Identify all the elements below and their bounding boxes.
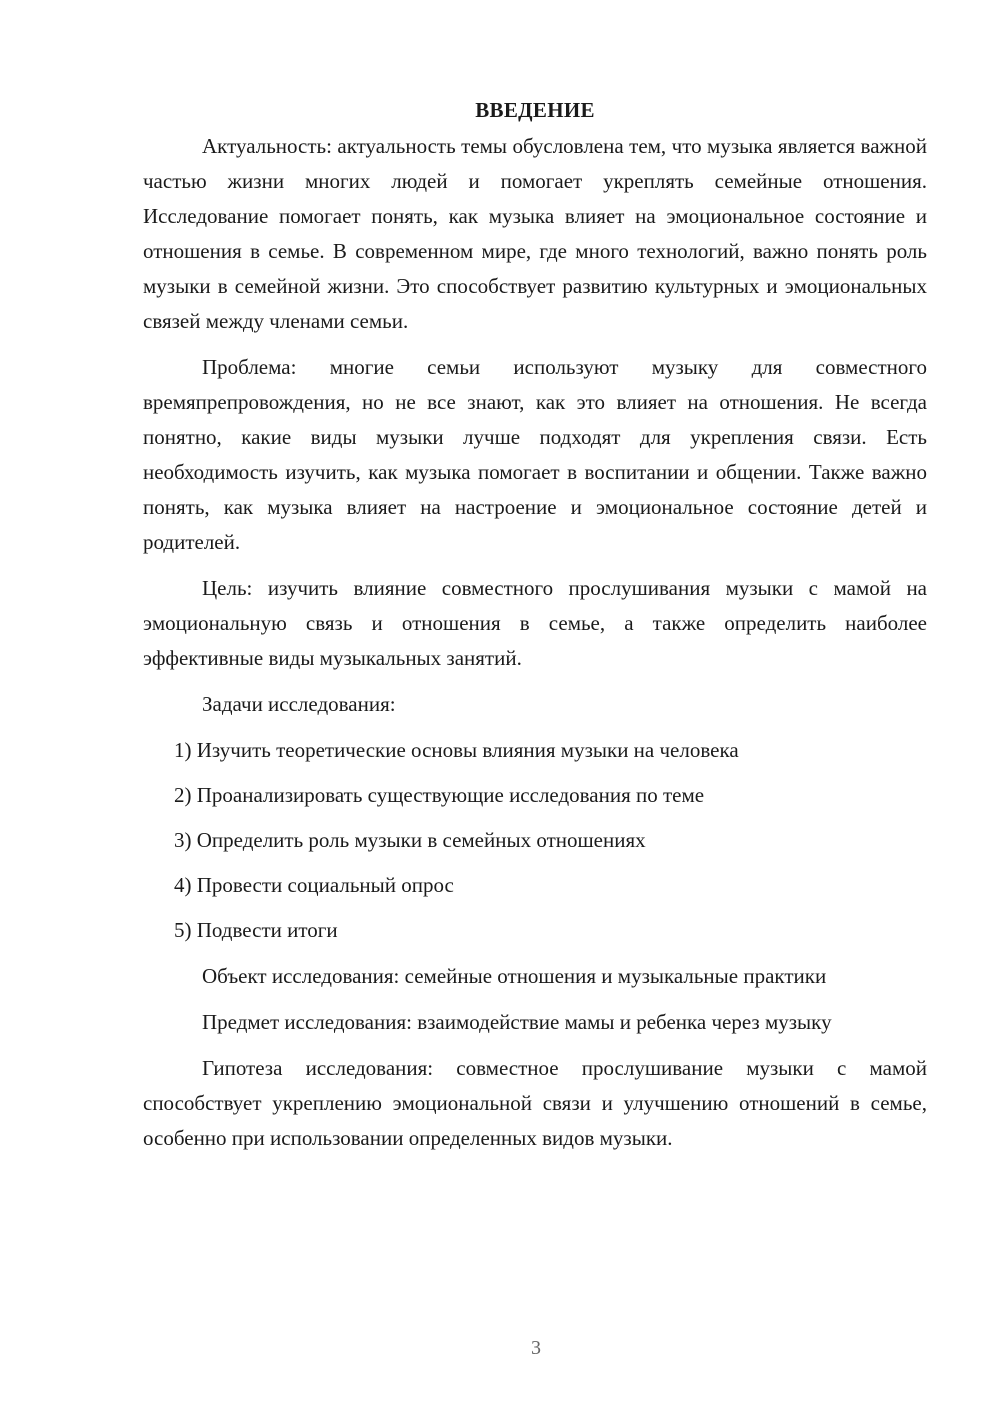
list-item: 5) Подвести итоги [174,918,338,942]
paragraph-object: Объект исследования: семейные отношения и музыкальные практики [202,964,827,988]
list-item: 2) Проанализировать существующие исследования по теме [174,783,705,807]
tasks-list [143,733,927,948]
paragraph-hypothesis: Гипотеза исследования: совместное прослушивание музыки с мамой способствует укреплению эмоциональной связи и улучшению отношений в семье, особенно при использовании определенных видов музыки. [143,1056,927,1150]
paragraph-relevance: Актуальность: актуальность темы обусловлена тем, что музыка является важной частью жизни многих людей и помогает укреплять семейные отношения. Исследование помогает понять, как музыка влияет на эмоциональное состояние и отношения в семье. В современном мире, где много технологий, важно понять роль музыки в семейной жизни. Это способствует развитию культурных и эмоциональных связей между членами семьи. [143,134,927,333]
list-item: 1) Изучить теоретические основы влияния музыки на человека [174,738,739,762]
tasks-title: Задачи исследования: [202,692,396,716]
paragraph-spacer [143,560,927,571]
paragraph-spacer [143,722,927,733]
list-item: 4) Провести социальный опрос [174,873,454,897]
paragraph-problem: Проблема: многие семьи используют музыку для совместного времяпрепровождения, но не все знают, как это влияет на отношения. Не всегда понятно, какие виды музыки лучше подходят для укрепления связи. Есть необходимость изучить, как музыка помогает в воспитании и общении. Также важно понять, как музыка влияет на настроение и эмоциональное состояние детей и родителей. [143,355,927,554]
section-heading: ВВЕДЕНИЕ [475,98,595,122]
paragraph-spacer [143,1040,927,1051]
paragraph-spacer [143,994,927,1005]
page-number: 3 [531,1337,541,1359]
page-content [143,93,927,1156]
list-item: 3) Определить роль музыки в семейных отношениях [174,828,646,852]
paragraph-subject: Предмет исследования: взаимодействие мамы и ребенка через музыку [202,1010,832,1034]
paragraph-goal: Цель: изучить влияние совместного прослушивания музыки с мамой на эмоциональную связь и отношения в семье, а также определить наиболее эффективные виды музыкальных занятий. [143,576,927,670]
paragraph-spacer [143,676,927,687]
paragraph-spacer [143,339,927,350]
paragraph-spacer [143,948,927,959]
